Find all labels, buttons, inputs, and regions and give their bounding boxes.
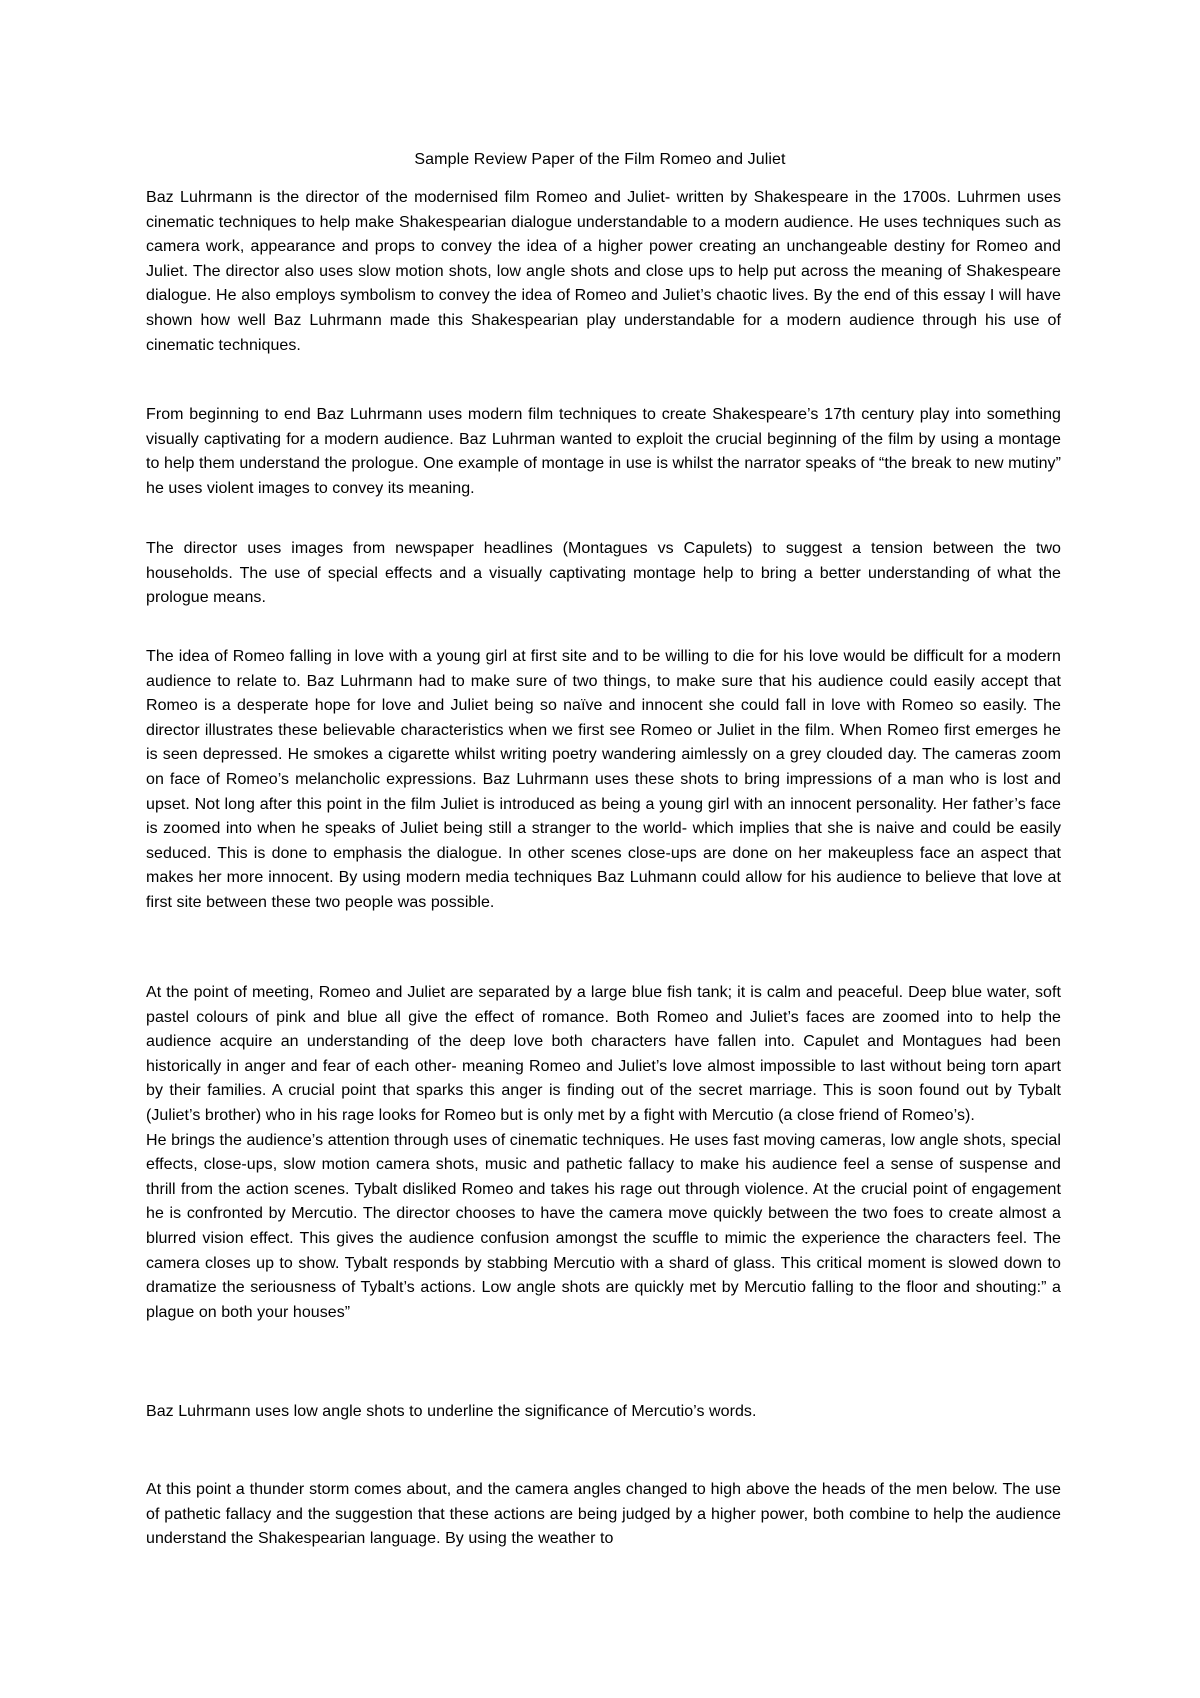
paragraph-romeo-falling-in-love xyxy=(146,645,1061,916)
paragraph-text: Baz Luhrmann uses low angle shots to underline the significance of Mercutio’s words. xyxy=(146,1403,757,1420)
paragraph-montage xyxy=(146,403,1061,501)
paragraph-headlines xyxy=(146,537,1061,611)
paragraph-fish-tank-and-fight xyxy=(146,981,1061,1325)
paragraph-text: At the point of meeting, Romeo and Juliet are separated by a large blue fish tank; it is calm and peaceful. Deep blue water, soft pastel colours of pink and blue all give the effect of romance. Both Romeo and Juliet’s faces are zoomed into to help the audience acquire an understanding of the deep love both characters have fallen into. Capulet and Montagues had been historically in anger and fear of each other- meaning Romeo and Juliet’s love almost impossible to last without being torn apart by their families. A crucial point that sparks this anger is finding out of the secret marriage. This is soon found out by Tybalt (Juliet’s brother) who in his rage looks for Romeo but is only met by a fight with Mercutio (a close friend of Romeo’s). xyxy=(146,984,1061,1124)
paragraph-text: At this point a thunder storm comes about, and the camera angles changed to high above the heads of the men below. The use of pathetic fallacy and the suggestion that these actions are being judged by a higher power, both combine to help the audience understand the Shakespearian language. By using the weather to xyxy=(146,1481,1061,1548)
paragraph-text: From beginning to end Baz Luhrmann uses modern film techniques to create Shakespeare’s 17th century play into something visually captivating for a modern audience. Baz Luhrman wanted to exploit the crucial beginning of the film by using a montage to help them understand the prologue. One example of montage in use is whilst the narrator speaks of “the break to new mutiny” he uses violent images to convey its meaning. xyxy=(146,406,1061,497)
paragraph-thunder-storm xyxy=(146,1478,1061,1552)
paragraph-low-angle-shots xyxy=(146,1400,1061,1425)
paragraph-text: Baz Luhrmann is the director of the modernised film Romeo and Juliet- written by Shakespeare in the 1700s. Luhrmen uses cinematic techniques to help make Shakespearian dialogue understandable to a modern audience. He uses techniques such as camera work, appearance and props to convey the idea of a higher power creating an unchangeable destiny for Romeo and Juliet. The director also uses slow motion shots, low angle shots and close ups to help put across the meaning of Shakespeare dialogue. He also employs symbolism to convey the idea of Romeo and Juliet’s chaotic lives. By the end of this essay I will have shown how well Baz Luhrmann made this Shakespearian play understandable for a modern audience through his use of cinematic techniques. xyxy=(146,189,1061,354)
paragraph-text: The director uses images from newspaper headlines (Montagues vs Capulets) to suggest a tension between the two households. The use of special effects and a visually captivating montage help to bring a better understanding of what the prologue means. xyxy=(146,540,1061,607)
document-title: Sample Review Paper of the Film Romeo and Juliet xyxy=(414,151,786,168)
paragraph-introduction xyxy=(146,186,1061,358)
paragraph-text: The idea of Romeo falling in love with a young girl at first site and to be willing to die for his love would be difficult for a modern audience to relate to. Baz Luhrmann had to make sure of two things, to make sure that his audience could easily accept that Romeo is a desperate hope for love and Juliet being so naïve and innocent she could fall in love with Romeo so easily. The director illustrates these believable characteristics when we first see Romeo or Juliet in the film. When Romeo first emerges he is seen depressed. He smokes a cigarette whilst writing poetry wandering aimlessly on a grey clouded day. The cameras zoom on face of Romeo’s melancholic expressions. Baz Luhrmann uses these shots to bring impressions of a man who is lost and upset. Not long after this point in the film Juliet is introduced as being a young girl with an innocent personality. Her father’s face is zoomed into when he speaks of Juliet being still a stranger to the world- which implies that she is naive and could be easily seduced. This is done to emphasis the dialogue. In other scenes close-ups are done on her makeupless face an aspect that makes her more innocent. By using modern media techniques Baz Luhmann could allow for his audience to believe that love at first site between these two people was possible. xyxy=(146,648,1061,911)
paragraph-text: He brings the audience’s attention through uses of cinematic techniques. He uses fast moving cameras, low angle shots, special effects, close-ups, slow motion camera shots, music and pathetic fallacy to make his audience feel a sense of suspense and thrill from the action scenes. Tybalt disliked Romeo and takes his rage out through violence. At the crucial point of engagement he is confronted by Mercutio. The director chooses to have the camera move quickly between the two foes to create almost a blurred vision effect. This gives the audience confusion amongst the scuffle to mimic the experience the characters feel. The camera closes up to show. Tybalt responds by stabbing Mercutio with a shard of glass. This critical moment is slowed down to dramatize the seriousness of Tybalt’s actions. Low angle shots are quickly met by Mercutio falling to the floor and shouting:” a plague on both your houses” xyxy=(146,1131,1061,1321)
